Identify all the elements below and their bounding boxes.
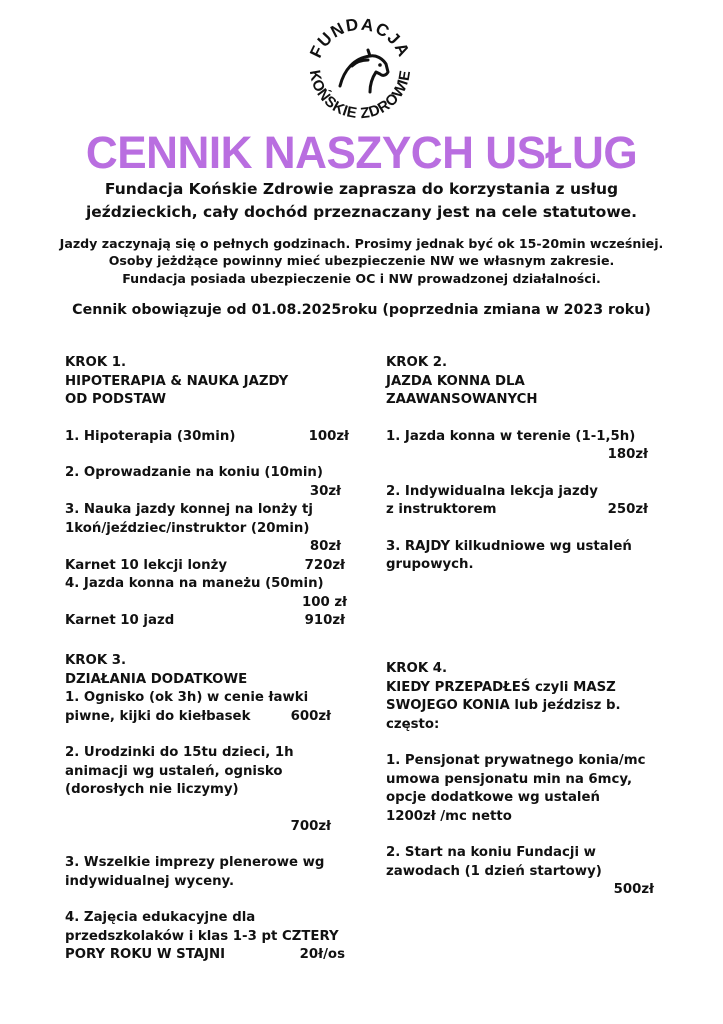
foundation-logo (296, 8, 424, 136)
note-line: Osoby jeżdżące powinny mieć ubezpieczenie NW we własnym zakresie. (108, 253, 615, 269)
note-line: Jazdy zaczynają się o pełnych godzinach. Prosimy jednak być ok 15-20min wcześniej. (59, 236, 664, 251)
service-name: grupowych. (386, 557, 474, 572)
service-name: Karnet 10 jazd (65, 613, 175, 628)
horse-head-icon (340, 50, 388, 92)
service-name: Karnet 10 lekcji lonży (65, 557, 228, 573)
intro-line: Fundacja Końskie Zdrowie zaprasza do korzystania z usług (104, 180, 619, 198)
service-name: 3. Nauka jazdy konnej na lonży tj (65, 502, 313, 517)
krok1-heading: OD PODSTAW (65, 392, 167, 407)
logo-bottom-text: KOŃSKIE ZDROWIE (305, 68, 415, 123)
service-name: indywidualnej wyceny. (65, 873, 235, 889)
service-name: umowa pensjonatu min na 6mcy, (386, 771, 633, 787)
service-name: 1. Pensjonat prywatnego konia/mc (386, 753, 646, 768)
svg-text:KOŃSKIE ZDROWIE (306, 69, 414, 122)
krok2-heading: KROK 2. (386, 355, 448, 370)
intro-line: jeździeckich, cały dochód przeznaczany jest na cele statutowe. (85, 203, 638, 221)
krok2-section (386, 354, 648, 575)
krok3-section (65, 652, 345, 965)
krok3-heading: DZIAŁANIA DODATKOWE (65, 671, 248, 687)
price-row (386, 501, 648, 520)
service-name: PORY ROKU W STAJNI (65, 947, 226, 962)
krok3-heading: KROK 3. (65, 653, 127, 668)
service-name: 2. Start na koniu Fundacji w (386, 845, 596, 860)
service-name: 3. RAJDY kilkudniowe wg ustaleń (386, 538, 632, 554)
krok2-heading: ZAAWANSOWANYCH (386, 392, 538, 407)
service-name: 3. Wszelkie imprezy plenerowe wg (65, 855, 325, 870)
service-name: 2. Urodzinki do 15tu dzieci, 1h (65, 745, 294, 760)
service-price: 80zł (309, 539, 341, 554)
price-row (65, 428, 349, 447)
service-price: 600zł (290, 708, 331, 724)
page-title: CENNIK NASZYCH USŁUG (85, 127, 638, 178)
krok4-heading: SWOJEGO KONIA lub jeździsz b. (386, 698, 621, 713)
service-name: przedszkolaków i klas 1-3 pt CZTERY (65, 928, 339, 944)
service-price: 700zł (290, 818, 331, 834)
service-name: animacji wg ustaleń, ognisko (65, 763, 283, 779)
validity-notice: Cennik obowiązuje od 01.08.2025roku (poprzednia zmiana w 2023 roku) (72, 302, 651, 318)
service-price: 100 zł (301, 594, 347, 610)
krok4-section (386, 660, 654, 900)
service-name: 2. Oprowadzanie na koniu (10min) (65, 465, 323, 480)
service-name: 1koń/jeździec/instruktor (20min) (65, 520, 310, 536)
service-name: 1. Hipoterapia (30min) (65, 428, 236, 444)
service-name: 2. Indywidualna lekcja jazdy (386, 483, 598, 499)
service-name: opcje dodatkowe wg ustaleń (386, 790, 600, 805)
price-row (65, 612, 345, 631)
service-name: zawodach (1 dzień startowy) (386, 863, 602, 879)
service-name: piwne, kijki do kiełbasek (65, 708, 251, 724)
service-price: 910zł (304, 613, 345, 628)
service-price: 500zł (613, 882, 654, 897)
krok2-heading: JAZDA KONNA DLA (386, 373, 525, 389)
service-name: 1. Jazda konna w terenie (1-1,5h) (386, 428, 636, 444)
service-name: z instruktorem (386, 502, 497, 517)
krok4-heading: KIEDY PRZEPADŁEŚ czyli MASZ (386, 679, 616, 695)
krok1-section (65, 354, 349, 631)
service-price: 20ł/os (299, 947, 345, 962)
note-line: Fundacja posiada ubezpieczenie OC i NW prowadzonej działalności. (122, 270, 601, 286)
krok1-heading: KROK 1. (65, 355, 127, 370)
service-name: 1200zł /mc netto (386, 808, 512, 824)
price-row (65, 708, 331, 727)
intro-text (0, 178, 723, 224)
service-name: 4. Zajęcia edukacyjne dla (65, 910, 256, 925)
service-price: 100zł (308, 428, 349, 444)
krok4-heading: często: (386, 716, 440, 732)
service-price: 250zł (607, 502, 648, 517)
price-row (65, 946, 345, 965)
krok4-heading: KROK 4. (386, 661, 448, 676)
service-price: 720zł (304, 557, 345, 573)
service-price: 180zł (607, 447, 648, 462)
logo-top-text: FUNDACJA (306, 14, 414, 61)
price-row (65, 557, 345, 576)
service-name: 1. Ognisko (ok 3h) w cenie ławki (65, 690, 309, 705)
service-price: 30zł (309, 483, 341, 499)
info-notes (0, 235, 723, 287)
service-name: (dorosłych nie liczymy) (65, 782, 239, 797)
svg-text:FUNDACJA (306, 15, 414, 61)
krok1-heading: HIPOTERAPIA & NAUKA JAZDY (65, 373, 289, 389)
service-name: 4. Jazda konna na maneżu (50min) (65, 576, 324, 591)
